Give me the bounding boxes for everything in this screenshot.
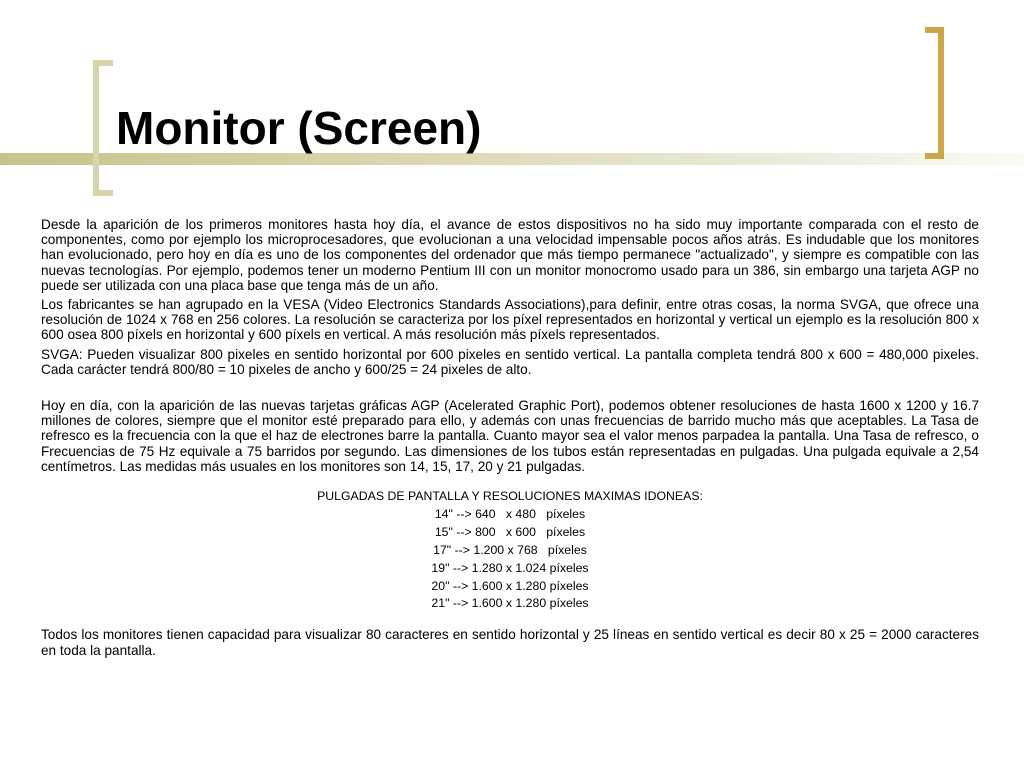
resolution-row: 15" --> 800 x 600 píxeles xyxy=(434,524,586,539)
resolution-row: 21" --> 1.600 x 1.280 píxeles xyxy=(431,596,589,611)
slide-title: Monitor (Screen) xyxy=(116,102,482,154)
paragraph-agp: Hoy en día, con la aparición de las nuevas tarjetas gráficas AGP (Acelerated Graphic Port), podemos obtener resoluciones de hasta 1600 x 1200 y 16.7 millones de colores, siempre que el monitor esté preparado para ello, y además con unas frecuencias de barrido mucho más que aceptables. La Tasa de refresco es la frecuencia con la que el haz de electrones barre la pantalla. Cuanto mayor sea el valor menos parpadea la pantalla. Una Tasa de refresco, o Frecuencias de 75 Hz equivale a 75 barridos por segundo. Las dimensiones de los tubos están representadas en pulgadas. Una pulgada equivale a 2,54 centímetros. Las medidas más usuales en los monitores son 14, 15, 17, 20 y 21 pulgadas. xyxy=(41,398,979,474)
resolution-row: 19" --> 1.280 x 1.024 píxeles xyxy=(431,560,589,575)
paragraph-vesa: Los fabricantes se han agrupado en la VESA (Video Electronics Standards Associations),para definir, entre otras cosas, la norma SVGA, que ofrece una resolución de 1024 x 768 en 256 colores. La resolución se caracteriza por los píxel representados en horizontal y vertical un ejemplo es la resolución 800 x 600 osea 800 píxels en horizontal y 600 píxels en vertical. A más resolución más píxels representados. xyxy=(41,297,979,343)
paragraph-intro: Desde la aparición de los primeros monitores hasta hoy día, el avance de estos dispositivos no ha sido muy importante comparada con el resto de componentes, como por ejemplo los microprocesadores, que evolucionan a una velocidad impensable pocos años atrás. Es indudable que los monitores han evolucionado, pero hoy en día es uno de los componentes del ordenador que más tiempo permanece "actualizado", y siempre es compatible con las nuevas tecnologías. Por ejemplo, podemos tener un moderno Pentium III con un monitor monocromo usado para un 386, sin embargo una tarjeta AGP no puede ser utilizada con una placa base que tenga más de un año. xyxy=(41,217,979,293)
resolution-table xyxy=(41,488,979,613)
paragraph-characters: Todos los monitores tienen capacidad para visualizar 80 caracteres en sentido horizontal y 25 líneas en sentido vertical es decir 80 x 25 = 2000 caracteres en toda la pantalla. xyxy=(41,627,979,658)
resolution-row: 17" --> 1.200 x 768 píxeles xyxy=(433,542,587,557)
slide-body xyxy=(41,217,979,658)
right-bracket-decoration xyxy=(925,27,944,159)
paragraph-svga: SVGA: Pueden visualizar 800 pixeles en sentido horizontal por 600 pixeles en sentido vertical. La pantalla completa tendrá 800 x 600 = 480,000 pixeles. Cada carácter tendrá 800/80 = 10 pixeles de ancho y 600/25 = 24 pixeles de alto. xyxy=(41,346,979,377)
resolution-table-title: PULGADAS DE PANTALLA Y RESOLUCIONES MAXIMAS IDONEAS: xyxy=(317,489,703,504)
resolution-row: 20" --> 1.600 x 1.280 píxeles xyxy=(431,578,589,593)
resolution-row: 14" --> 640 x 480 píxeles xyxy=(434,506,586,521)
left-bracket-decoration xyxy=(93,60,113,196)
